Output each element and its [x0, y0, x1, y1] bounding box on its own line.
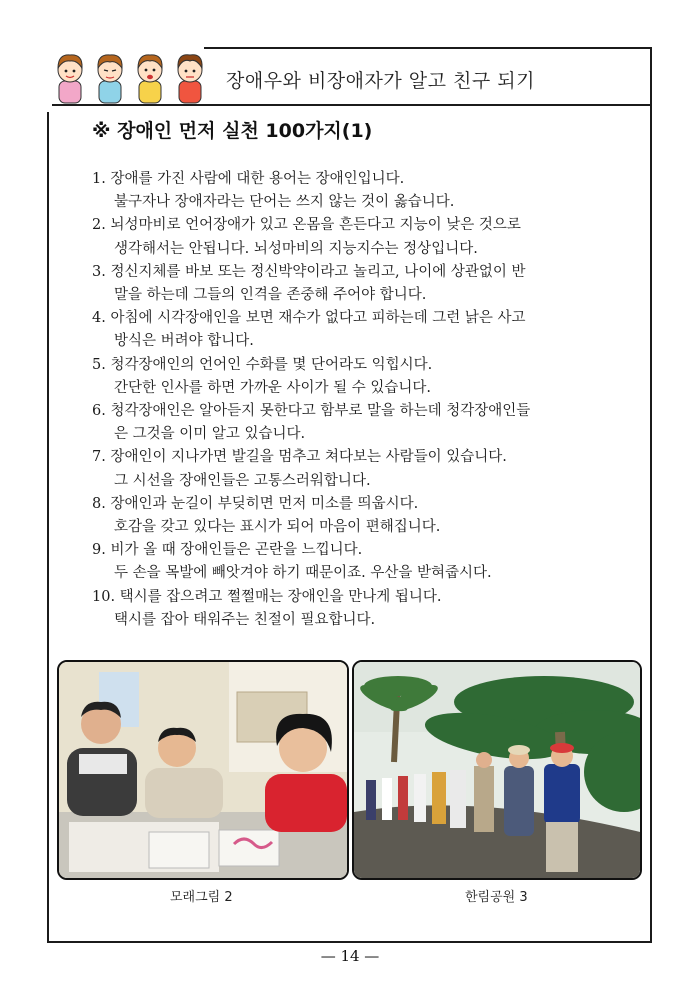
list-item [92, 446, 612, 492]
item-text: 청각장애인은 알아듣지 못한다고 함부로 말을 하는데 청각장애인들 [110, 403, 531, 420]
photo-hallim-park [352, 660, 642, 880]
item-number: 10. [92, 588, 116, 605]
item-continuation: 생각해서는 안됩니다. 뇌성마비의 지능지수는 정상입니다. [114, 240, 478, 257]
item-number: 2. [92, 217, 106, 234]
item-text: 장애를 가진 사람에 대한 용어는 장애인입니다. [110, 171, 405, 187]
child-red-icon [178, 55, 202, 103]
item-text: 장애인과 눈길이 부딪히면 먼저 미소를 띄웁시다. [110, 495, 419, 512]
item-number: 5. [92, 356, 106, 373]
child-blue-icon [98, 55, 122, 103]
item-number: 8. [92, 495, 106, 512]
child-yellow-icon [138, 55, 162, 103]
page-number: — 14 — [320, 947, 380, 965]
series-title: 장애우와 비장애자가 알고 친구 되기 [226, 70, 535, 92]
item-text: 비가 올 때 장애인들은 곤란을 느낍니다. [110, 542, 363, 559]
item-continuation: 두 손을 목발에 빼앗겨야 하기 때문이죠. 우산을 받혀줍시다. [114, 565, 492, 582]
item-continuation: 방식은 버려야 합니다. [114, 333, 254, 350]
item-text: 청각장애인의 언어인 수화를 몇 단어라도 익힙시다. [110, 356, 433, 373]
item-number: 9. [92, 542, 106, 559]
section-title: ※ 장애인 먼저 실천 100가지(1) [92, 120, 373, 142]
item-text: 장애인이 지나가면 발길을 멈추고 쳐다보는 사람들이 있습니다. [110, 449, 507, 466]
list-item [92, 307, 612, 353]
item-number: 1. [92, 171, 106, 187]
photo-sand-drawing [57, 660, 349, 880]
list-item [92, 493, 612, 539]
item-number: 7. [92, 449, 106, 466]
photo-caption: 한림공원 3 [465, 890, 528, 905]
list-item [92, 539, 612, 585]
item-number: 3. [92, 263, 106, 280]
list-item [92, 214, 612, 260]
children-mascot-icon [50, 48, 218, 108]
list-item [92, 261, 612, 307]
item-continuation: 택시를 잡아 태워주는 친절이 필요합니다. [114, 611, 376, 628]
photo-caption: 모래그림 2 [170, 890, 233, 905]
item-continuation: 은 그것을 이미 알고 있습니다. [114, 426, 306, 443]
item-continuation: 불구자나 장애자라는 단어는 쓰지 않는 것이 옳습니다. [114, 194, 455, 211]
item-number: 4. [92, 310, 106, 327]
item-text: 뇌성마비로 언어장애가 있고 온몸을 흔든다고 지능이 낮은 것으로 [110, 217, 521, 234]
list-item [92, 354, 612, 400]
item-continuation: 간단한 인사를 하면 가까운 사이가 될 수 있습니다. [114, 379, 432, 396]
item-text: 택시를 잡으려고 쩔쩔매는 장애인을 만나게 됩니다. [119, 588, 442, 605]
item-continuation: 말을 하는데 그들의 인격을 존중해 주어야 합니다. [114, 287, 427, 304]
item-text: 정신지체를 바보 또는 정신박약이라고 놀리고, 나이에 상관없이 반 [110, 263, 526, 280]
list-item [92, 168, 612, 214]
item-number: 6. [92, 403, 106, 420]
child-pink-icon [58, 55, 82, 103]
list-item [92, 586, 612, 632]
practice-list [92, 168, 612, 632]
list-item [92, 400, 612, 446]
item-text: 아침에 시각장애인을 보면 재수가 없다고 피하는데 그런 낡은 사고 [110, 310, 526, 327]
item-continuation: 호감을 갖고 있다는 표시가 되어 마음이 편해집니다. [114, 519, 441, 536]
item-continuation: 그 시선을 장애인들은 고통스러워합니다. [114, 472, 371, 489]
